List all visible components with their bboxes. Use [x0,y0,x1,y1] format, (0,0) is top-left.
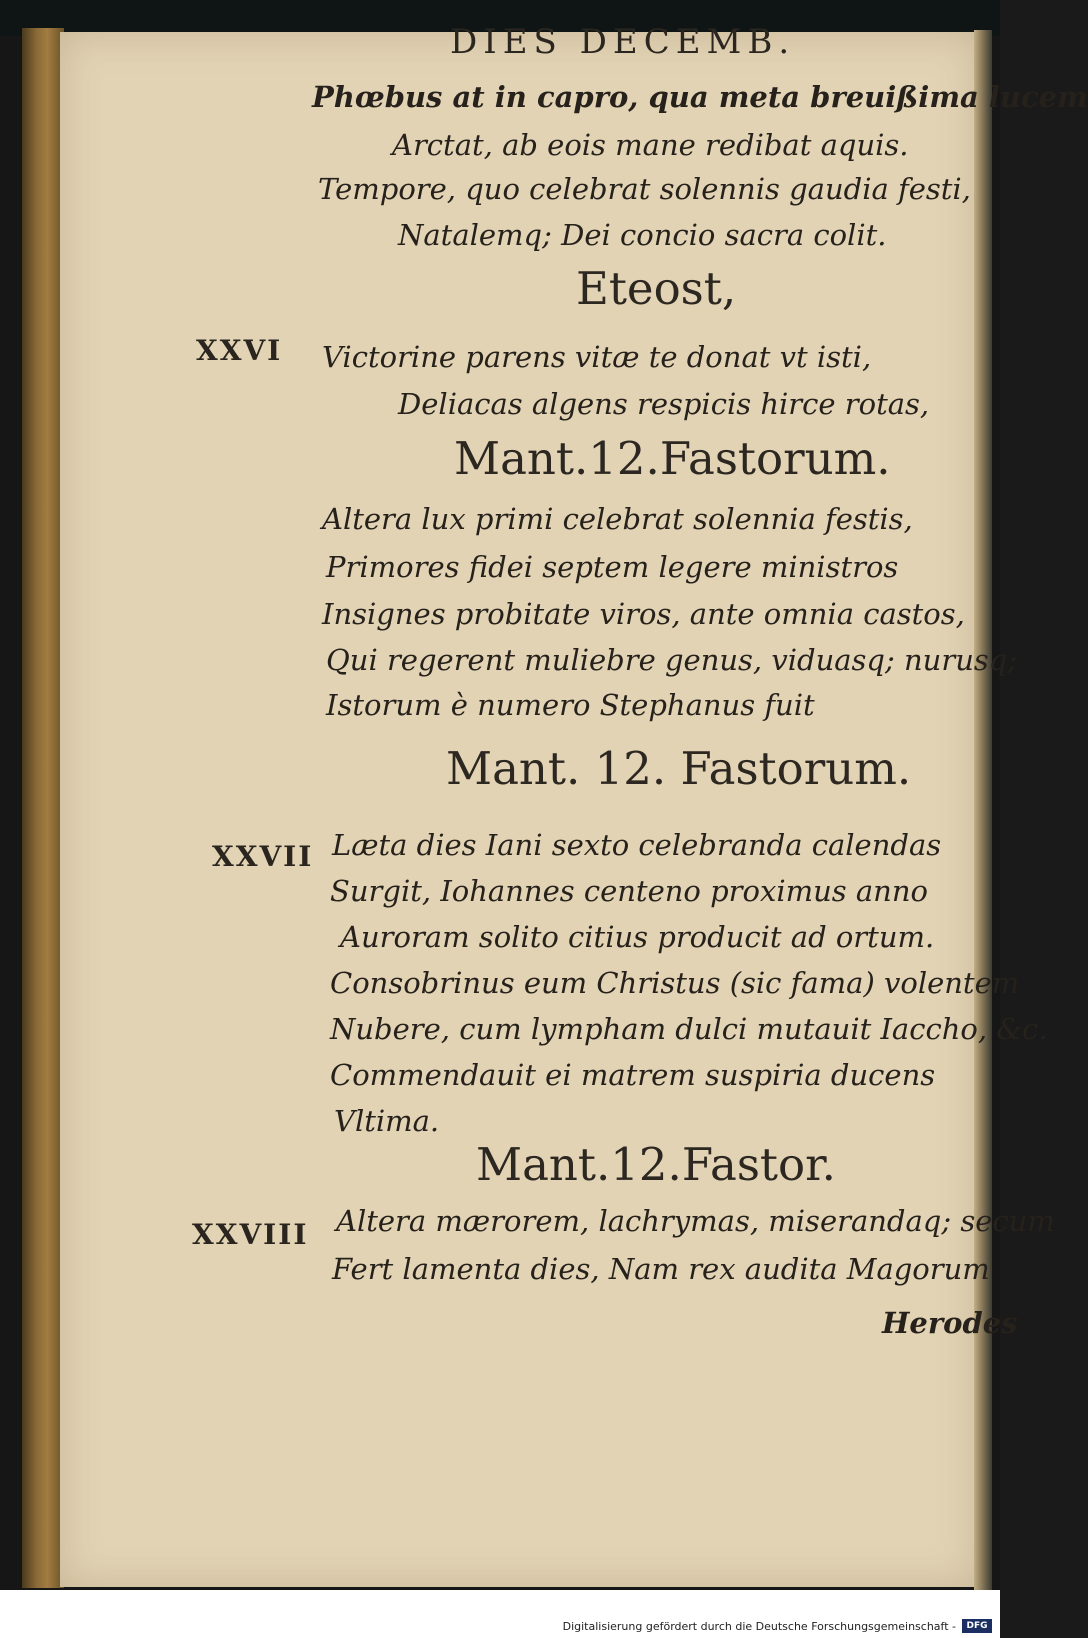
verse-line: Natalemq; Dei concio sacra colit. [398,218,887,252]
book-spine [22,28,64,1588]
catchword: Herodes [882,1306,1018,1340]
verse-line: Qui regerent muliebre genus, viduasq; nurusq; [326,643,1018,677]
verse-line: Phœbus at in capro, qua meta breuißima lucem [312,80,1088,114]
verse-line: Arctat, ab eois mane redibat aquis. [392,128,909,162]
verse-line: Consobrinus eum Christus (sic fama) volentem [330,966,1020,1000]
verse-line: Fert lamenta dies, Nam rex audita Magorum [332,1252,990,1286]
section-heading: Eteost, [576,262,737,315]
verse-line: Altera mærorem, lachrymas, miserandaq; secum [336,1204,1055,1238]
page-edge [974,30,992,1590]
verse-line: Deliacas algens respicis hirce rotas, [398,387,930,421]
day-number: XXVIII [192,1218,309,1251]
footer-bar [0,1590,1000,1638]
section-heading: Mant. 12. Fastorum. [446,742,912,795]
section-heading: Mant.12.Fastorum. [454,432,891,485]
verse-line: Vltima. [334,1104,440,1138]
verse-line: Nubere, cum lympham dulci mutauit Iaccho, &c. [330,1012,1048,1046]
verse-line: Tempore, quo celebrat solennis gaudia festi, [318,172,971,206]
verse-line: Primores fidei septem legere ministros [326,550,899,584]
dfg-logo-icon: DFG [962,1619,992,1633]
day-number: XXVI [196,334,283,367]
verse-line: Commendauit ei matrem suspiria ducens [330,1058,936,1092]
verse-line: Auroram solito citius producit ad ortum. [340,920,935,954]
footer-credit: Digitalisierung gefördert durch die Deutsche Forschungsgemeinschaft - [562,1620,956,1633]
verse-line: Læta dies Iani sexto celebranda calendas [332,828,942,862]
verse-line: Surgit, Iohannes centeno proximus anno [330,874,928,908]
verse-line: Altera lux primi celebrat solennia festis, [322,502,913,536]
day-number: XXVII [212,840,314,873]
book-page [60,32,978,1587]
running-head: DIES DECEMB. [450,22,796,62]
verse-line: Insignes probitate viros, ante omnia castos, [322,597,965,631]
verse-line: Istorum è numero Stephanus fuit [326,688,815,722]
verse-line: Victorine parens vitæ te donat vt isti, [322,340,872,374]
section-heading: Mant.12.Fastor. [476,1138,836,1191]
